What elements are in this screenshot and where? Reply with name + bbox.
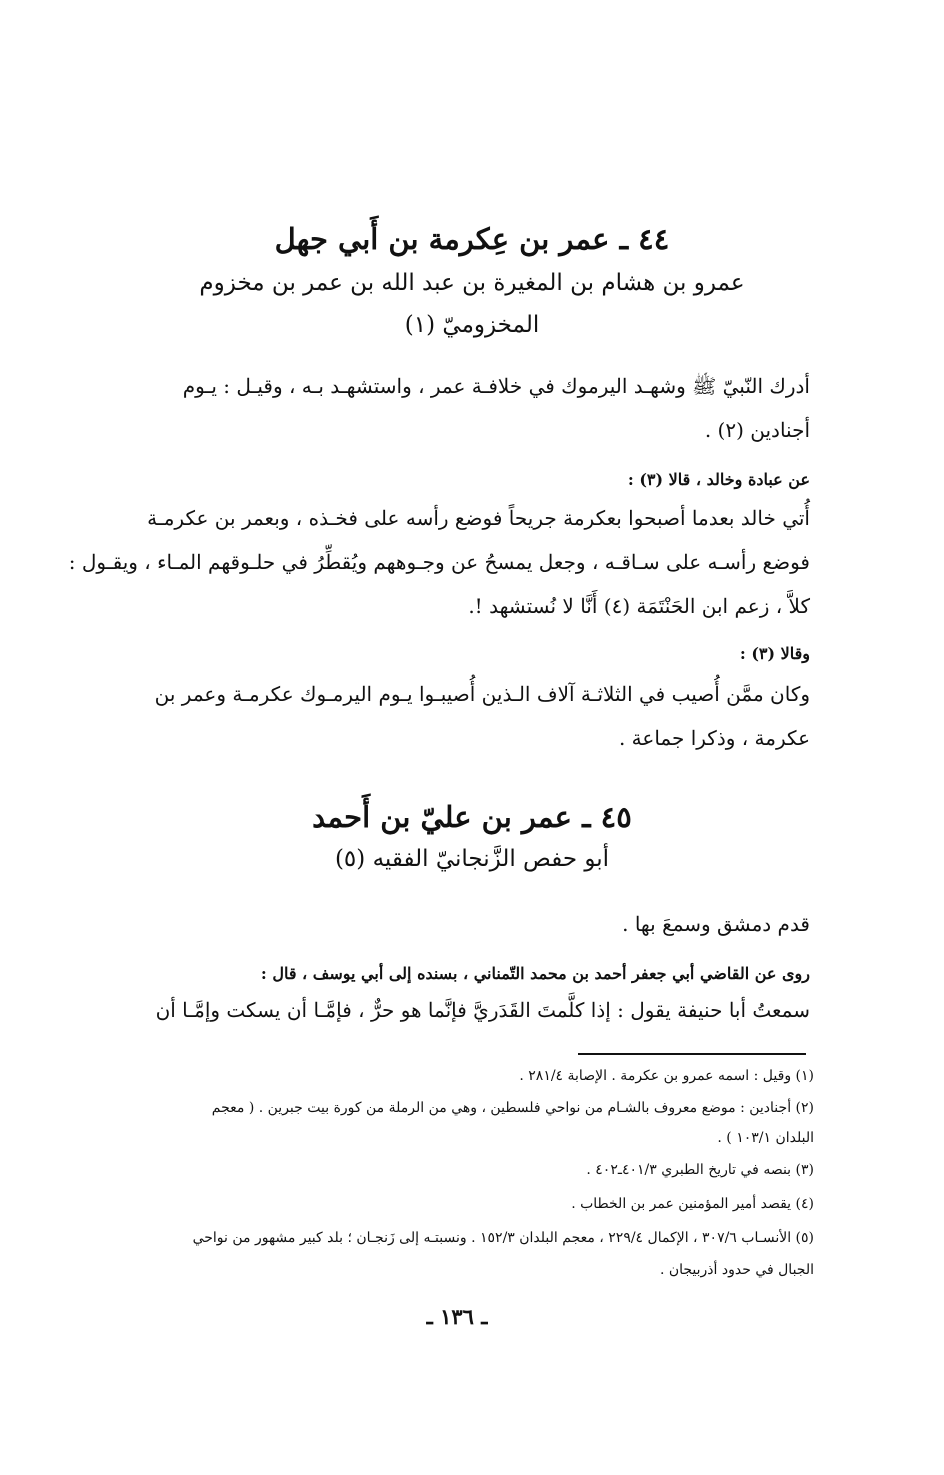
entry-44-intro-line-2: أجنادين (٢) . (704, 418, 810, 442)
entry-44-report-2-line-2: عكرمة ، وذكرا جماعة . (618, 726, 810, 750)
footnote-5-continued: الجبال في حدود أذربيجان . (659, 1262, 814, 1278)
footnote-2-continued: البلدان ١٠٣/١ ) . (717, 1130, 814, 1146)
footnote-3: (٣) بنصه في تاريخ الطبري ٤٠١/٣ـ٤٠٢ . (586, 1162, 814, 1178)
entry-44-intro-line-1: أدرك النّبيّ ﷺ وشهـد اليرموك في خلافـة عمر ، واستشهـد بـه ، وقيـل : يـوم (182, 374, 810, 398)
entry-45-report-line-1: سمعتُ أبا حنيفة يقول : إذا كلَّمتَ القَدَريَّ فإنَّما هو حرٌّ ، فإمَّـا أن يسكت وإمَّـا أن (155, 998, 810, 1022)
entry-44-isnad-2: وقالا (٣) : (739, 644, 810, 663)
entry-45-isnad: روى عن القاضي أبي جعفر أحمد بن محمد التّمناني ، بسنده إلى أبي يوسف ، قال : (260, 964, 810, 983)
entry-45-lineage: أبو حفص الزَّنجانيّ الفقيه (٥) (334, 846, 610, 872)
entry-44-report-1-line-1: أُتي خالد بعدما أصبحوا بعكرمة جريحاً فوضع رأسه على فخـذه ، وبعمر بن عكرمـة (147, 506, 810, 530)
footnote-4: (٤) يقصد أمير المؤمنين عمر بن الخطاب . (571, 1196, 814, 1212)
entry-44-report-2-line-1: وكان ممَّن أُصيب في الثلاثـة آلاف الـذين أُصيبـوا يـوم اليرمـوك عكرمـة وعمر بن (154, 682, 810, 706)
entry-44-report-1-line-2: فوضع رأسـه على سـاقـه ، وجعل يمسحُ عن وجـوههم ويُقطِّرُ في حلـوقهم المـاء ، ويقـول : (68, 550, 810, 574)
footnote-5: (٥) الأنسـاب ٣٠٧/٦ ، الإكمال ٢٢٩/٤ ، معجم البلدان ١٥٢/٣ . ونسبتـه إلى زَنجـان ؛ بلد كبير مشهور من نواحي (192, 1230, 814, 1246)
entry-44-isnad-1: عن عبادة وخالد ، قالا (٣) : (627, 470, 810, 489)
entry-44-lineage: عمرو بن هشام بن المغيرة بن عبد الله بن عمر بن مخزوم (199, 270, 745, 296)
entry-45-title: ٤٥ ـ عمر بن عليّ بن أَحمد (312, 800, 632, 834)
entry-44-title: ٤٤ ـ عمر بن عِكرمة بن أَبي جهل (274, 222, 670, 256)
entry-44-report-1-line-3: كلاَّ ، زعم ابن الحَنْتَمَة (٤) أَنَّا لا نُستشهد !. (468, 594, 810, 618)
page-number: ـ ١٣٦ ـ (426, 1304, 488, 1329)
entry-44-lineage-continued: المخزوميّ (١) (404, 312, 540, 338)
footnote-separator (578, 1053, 806, 1055)
footnote-2: (٢) أجنادين : موضع معروف بالشـام من نواحي فلسطين ، وهي من الرملة من كورة بيت جبرين . ( معجم (211, 1100, 814, 1116)
footnote-1: (١) وقيل : اسمه عمرو بن عكرمة . الإصابة ٢٨١/٤ . (519, 1068, 814, 1084)
entry-45-intro: قدم دمشق وسمعَ بها . (622, 912, 810, 936)
